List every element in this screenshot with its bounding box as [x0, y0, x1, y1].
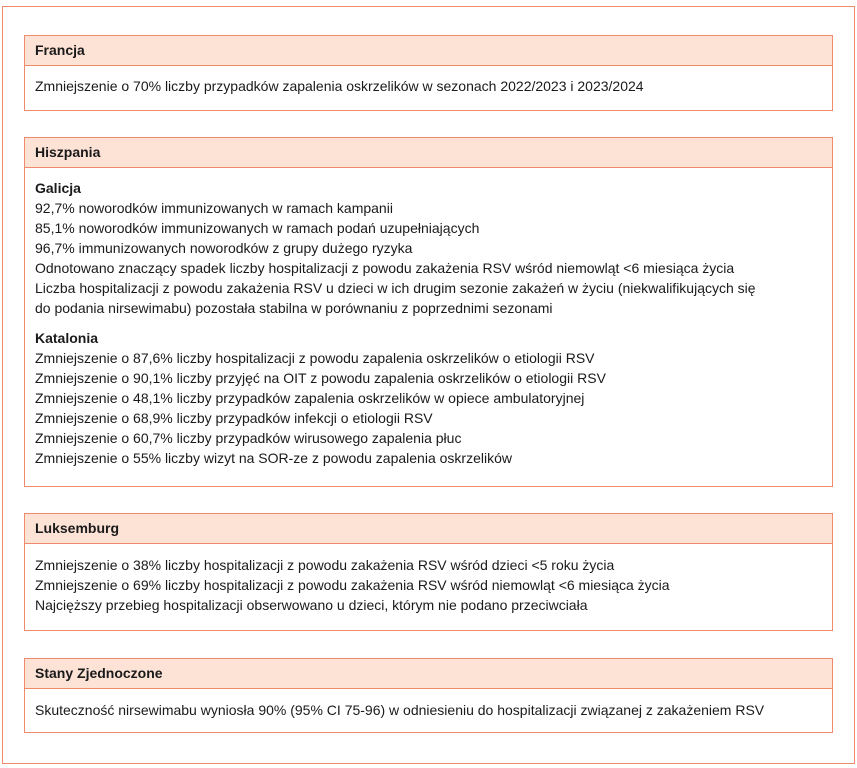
- text-line: Skuteczność nirsewimabu wyniosła 90% (95% CI 75-96) w odniesieniu do hospitalizacji związanej z zakażeniem RSV: [35, 702, 765, 718]
- text-line: Odnotowano znaczący spadek liczby hospitalizacji z powodu zakażenia RSV wśród niemowląt <6 miesiąca życia: [35, 260, 735, 276]
- section-body: [25, 689, 832, 720]
- text-line: 92,7% noworodków immunizowanych w ramach kampanii: [35, 200, 393, 216]
- section-body: [25, 168, 832, 468]
- text-line: Zmniejszenie o 55% liczby wizyt na SOR-ze z powodu zapalenia oskrzelików: [35, 450, 512, 466]
- text-line: 85,1% noworodków immunizowanych w ramach podań uzupełniających: [35, 220, 480, 236]
- text-line: Zmniejszenie o 68,9% liczby przypadków infekcji o etiologii RSV: [35, 410, 433, 426]
- text-line: Zmniejszenie o 48,1% liczby przypadków zapalenia oskrzelików w opiece ambulatoryjnej: [35, 390, 585, 406]
- text-line: Zmniejszenie o 87,6% liczby hospitalizacji z powodu zapalenia oskrzelików o etiologii RSV: [35, 350, 595, 366]
- text-line: Zmniejszenie o 38% liczby hospitalizacji z powodu zakażenia RSV wśród dzieci <5 roku życia: [35, 557, 615, 573]
- section-francja: [24, 35, 833, 111]
- text-line: 96,7% immunizowanych noworodków z grupy dużego ryzyka: [35, 240, 413, 256]
- text-line: Zmniejszenie o 60,7% liczby przypadków wirusowego zapalenia płuc: [35, 430, 462, 446]
- text-line: Najcięższy przebieg hospitalizacji obserwowano u dzieci, którym nie podano przeciwciała: [35, 597, 588, 613]
- section-title: Luksemburg: [25, 514, 832, 544]
- text-line: Zmniejszenie o 70% liczby przypadków zapalenia oskrzelików w sezonach 2022/2023 i 2023/2024: [35, 78, 644, 94]
- section-title: Francja: [25, 36, 832, 66]
- section-title: Hiszpania: [25, 138, 832, 168]
- text-line: Liczba hospitalizacji z powodu zakażenia RSV u dzieci w ich drugim sezonie zakażeń w życiu (niekwalifikujących się: [35, 280, 756, 296]
- subsection-title-katalonia: Katalonia: [35, 330, 99, 346]
- text-line: Zmniejszenie o 90,1% liczby przyjęć na OIT z powodu zapalenia oskrzelików o etiologii RSV: [35, 370, 606, 386]
- spacer: [35, 318, 822, 328]
- section-body: [25, 66, 832, 96]
- section-stany-zjednoczone: [24, 658, 833, 733]
- text-line: Zmniejszenie o 69% liczby hospitalizacji z powodu zakażenia RSV wśród niemowląt <6 miesiąca życia: [35, 577, 670, 593]
- section-luksemburg: [24, 513, 833, 631]
- section-hiszpania: [24, 137, 833, 487]
- subsection-title-galicja: Galicja: [35, 180, 81, 196]
- text-line: do podania nirsewimabu) pozostała stabilna w porównaniu z poprzednimi sezonami: [35, 300, 553, 316]
- section-title: Stany Zjednoczone: [25, 659, 832, 689]
- section-body: [25, 544, 832, 615]
